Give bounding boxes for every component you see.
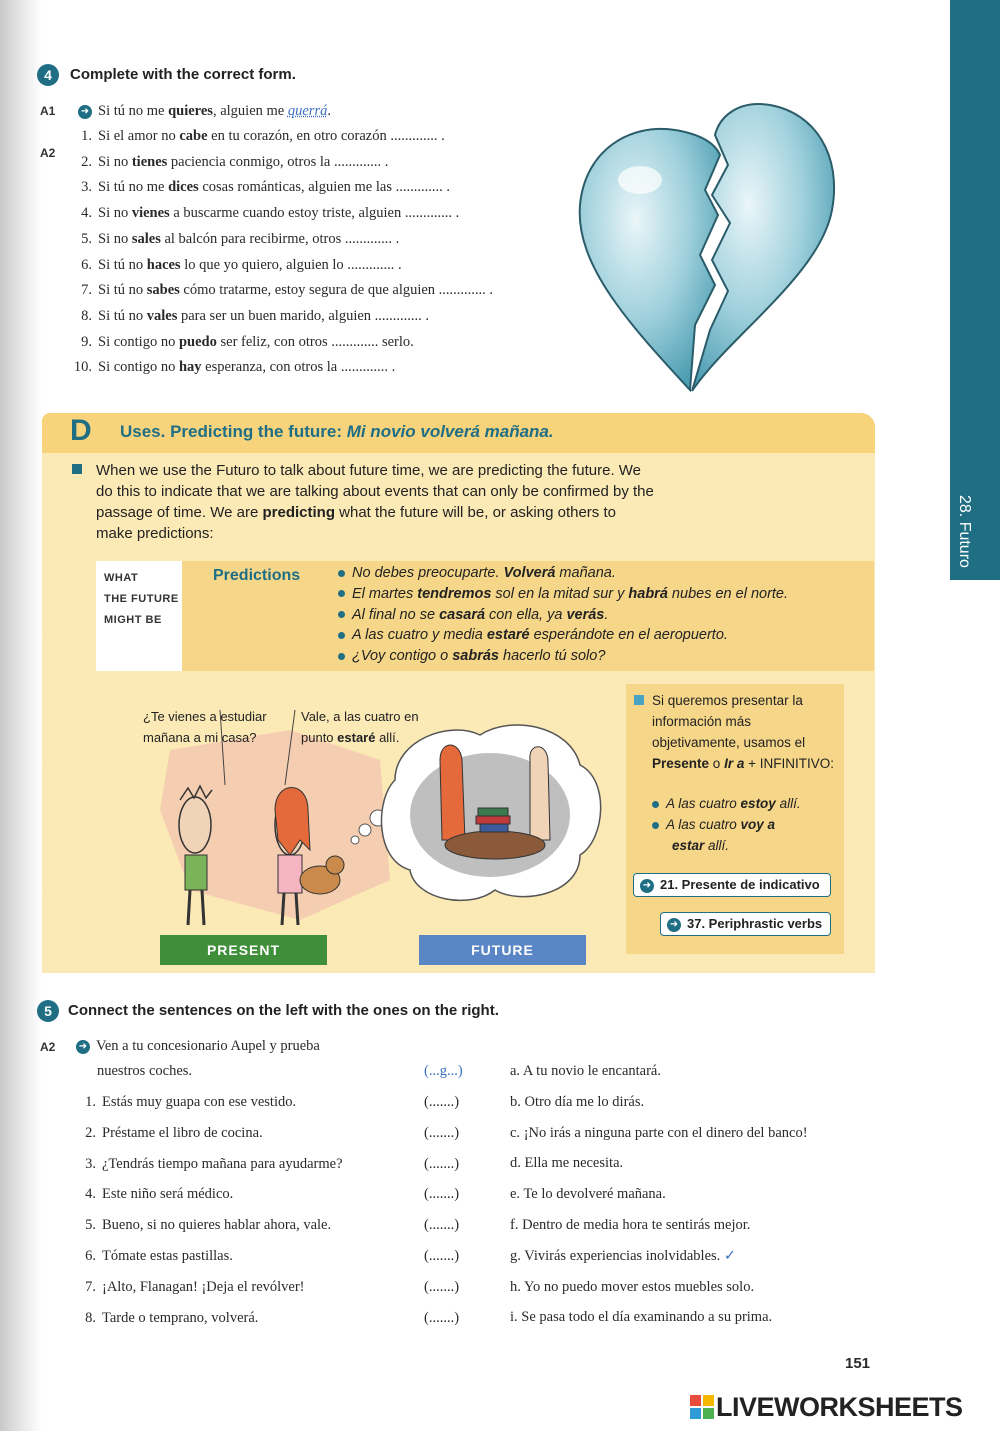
liveworksheets-logo: LIVEWORKSHEETS — [690, 1392, 963, 1423]
bullet-dot-icon — [652, 822, 659, 829]
exercise-4-item: 1. Si el amor no cabe en tu corazón, en otro corazón ............. . — [81, 128, 445, 144]
arrow-right-icon: ➜ — [667, 918, 681, 932]
speech-bubble-girl: Vale, a las cuatro en punto estaré allí. — [301, 709, 419, 745]
objective-example-2: A las cuatro voy a estar allí. — [652, 814, 775, 856]
prediction-example: A las cuatro y media estaré esperándote en el aeropuerto. — [338, 627, 728, 643]
answer-blank-input[interactable]: (.......) — [424, 1124, 460, 1141]
exercise-4-badge: 4 — [37, 64, 59, 86]
ref-periphrastic-verbs-link[interactable]: ➜ 37. Periphrastic verbs — [660, 912, 831, 936]
bullet-dot-icon — [338, 653, 345, 660]
section-d-letter: D — [70, 414, 92, 447]
exercise-5-left-item: 4. Este niño será médico. — [85, 1186, 234, 1203]
page-number: 151 — [845, 1355, 871, 1372]
predictions-side-label: WHAT THE FUTURE MIGHT BE — [104, 572, 179, 626]
exercise-5-right-item: h. Yo no puedo mover estos muebles solo. — [510, 1278, 755, 1295]
exercise-4-item: 4. Si no vienes a buscarme cuando estoy triste, alguien ............. . — [81, 205, 460, 222]
exercise-4-item: 2. Si no tienes paciencia conmigo, otros la ............. . — [81, 153, 389, 170]
exercise-5-left-item: 8. Tarde o temprano, volverá. — [85, 1309, 259, 1326]
answer-blank-input[interactable]: (.......) — [424, 1278, 460, 1295]
exercise-5-right-item: f. Dentro de media hora te sentirás mejor. — [510, 1217, 751, 1233]
bullet-dot-icon — [338, 632, 345, 639]
objective-info-text: Si queremos presentar la información más objetivamente, usamos el Presente o Ir a + INFINITIVO: — [652, 693, 834, 771]
level-a1: A1 — [40, 104, 56, 118]
answer-blank-input[interactable]: (.......) — [424, 1248, 460, 1264]
exercise-4-item: 7. Si tú no sabes cómo tratarme, estoy segura de que alguien ............. . — [81, 282, 494, 299]
predictions-heading: Predictions — [213, 567, 301, 584]
exercise-5-example-answer: (...g...) — [424, 1063, 463, 1079]
answer-blank-input[interactable]: (.......) — [424, 1155, 460, 1172]
present-label: PRESENT — [160, 935, 327, 965]
section-d-title: Uses. Predicting the future: Mi novio volverá mañana. — [120, 422, 554, 441]
future-label: FUTURE — [419, 935, 586, 965]
exercise-4-example: ➜ Si tú no me quieres, alguien me querrá. — [78, 103, 331, 120]
arrow-right-icon: ➜ — [640, 879, 654, 893]
exercise-5-right-item: a. A tu novio le encantará. — [510, 1063, 661, 1079]
exercise-4-item: 5. Si no sales al balcón para recibirme, otros ............. . — [81, 230, 400, 247]
exercise-4-item: 9. Si contigo no puedo ser feliz, con otros ............. serlo. — [81, 333, 414, 350]
exercise-5-left-item: 3. ¿Tendrás tiempo mañana para ayudarme? — [85, 1155, 343, 1172]
check-mark-icon: ✓ — [723, 1247, 737, 1264]
exercise-4-title: Complete with the correct form. — [70, 66, 296, 83]
exercise-5-right-item: g. Vivirás experiencias inolvidables. ✓ — [510, 1247, 737, 1264]
exercise-5-left-item: 2. Préstame el libro de cocina. — [85, 1124, 263, 1141]
exercise-5-example-line-1: ➜ Ven a tu concesionario Aupel y prueba — [76, 1038, 320, 1055]
level-a2-ex5: A2 — [40, 1040, 56, 1054]
chapter-side-tab-label: 28. Futuro — [956, 495, 973, 568]
exercise-5-badge: 5 — [37, 1000, 59, 1022]
broken-heart-illustration — [570, 95, 900, 395]
bullet-dot-icon — [338, 590, 345, 597]
exercise-5-left-item: 7. ¡Alto, Flanagan! ¡Deja el revólver! — [85, 1278, 305, 1295]
page-gutter-shadow — [0, 0, 42, 1431]
arrow-right-icon: ➜ — [78, 105, 92, 119]
exercise-4-item: 10. Si contigo no hay esperanza, con otros la ............. . — [73, 359, 396, 376]
exercise-5-title: Connect the sentences on the left with the ones on the right. — [68, 1002, 499, 1019]
answer-blank-input[interactable]: (.......) — [424, 1094, 460, 1110]
exercise-5-right-item: e. Te lo devolveré mañana. — [510, 1186, 666, 1203]
exercise-5-right-item: d. Ella me necesita. — [510, 1155, 624, 1172]
level-a2: A2 — [40, 146, 56, 160]
exercise-4-item: 3. Si tú no me dices cosas románticas, alguien me las ............. . — [81, 179, 450, 196]
exercise-5-left-item: 5. Bueno, si no quieres hablar ahora, vale. — [85, 1217, 332, 1234]
exercise-4-item: 8. Si tú no vales para ser un buen marido, alguien ............. . — [81, 307, 430, 324]
speech-bubble-boy: ¿Te vienes a estudiar mañana a mi casa? — [143, 709, 267, 745]
example-answer: querrá — [287, 103, 328, 119]
objective-example-1: A las cuatro estoy allí. — [652, 793, 801, 814]
square-bullet-icon — [634, 695, 644, 705]
exercise-5-right-item: b. Otro día me lo dirás. — [510, 1093, 645, 1110]
ref-presente-indicativo-link[interactable]: ➜ 21. Presente de indicativo — [633, 873, 831, 897]
exercise-5-left-item: 6. Tómate estas pastillas. — [85, 1248, 233, 1264]
liveworksheets-logo-icon — [690, 1395, 714, 1419]
square-bullet-icon — [72, 464, 82, 474]
chapter-side-tab — [950, 0, 1000, 580]
exercise-5-left-item: 1. Estás muy guapa con ese vestido. — [85, 1094, 297, 1110]
bullet-dot-icon — [338, 570, 345, 577]
exercise-5-example-line-2: nuestros coches. — [97, 1063, 193, 1079]
arrow-right-icon: ➜ — [76, 1040, 90, 1054]
exercise-4-item: 6. Si tú no haces lo que yo quiero, alguien lo ............. . — [81, 256, 402, 273]
bullet-dot-icon — [652, 801, 659, 808]
answer-blank-input[interactable]: (.......) — [424, 1186, 460, 1203]
prediction-example: El martes tendremos sol en la mitad sur y habrá nubes en el norte. — [338, 586, 788, 602]
bullet-dot-icon — [338, 611, 345, 618]
answer-blank-input[interactable]: (.......) — [424, 1217, 460, 1234]
exercise-5-right-item: c. ¡No irás a ninguna parte con el dinero del banco! — [510, 1124, 808, 1141]
prediction-example: ¿Voy contigo o sabrás hacerlo tú solo? — [338, 648, 605, 664]
section-d-explanation: When we use the Futuro to talk about future time, we are predicting the future. We do this to indicate that we are talking about events that can only be confirmed by the passage of time. We are predicting what the future will be, or asking others to make predictions: — [96, 462, 654, 542]
exercise-5-right-item: i. Se pasa todo el día examinando a su prima. — [510, 1309, 773, 1326]
prediction-example: No debes preocuparte. Volverá mañana. — [338, 565, 616, 581]
prediction-example: Al final no se casará con ella, ya verás. — [338, 607, 608, 623]
answer-blank-input[interactable]: (.......) — [424, 1309, 460, 1326]
